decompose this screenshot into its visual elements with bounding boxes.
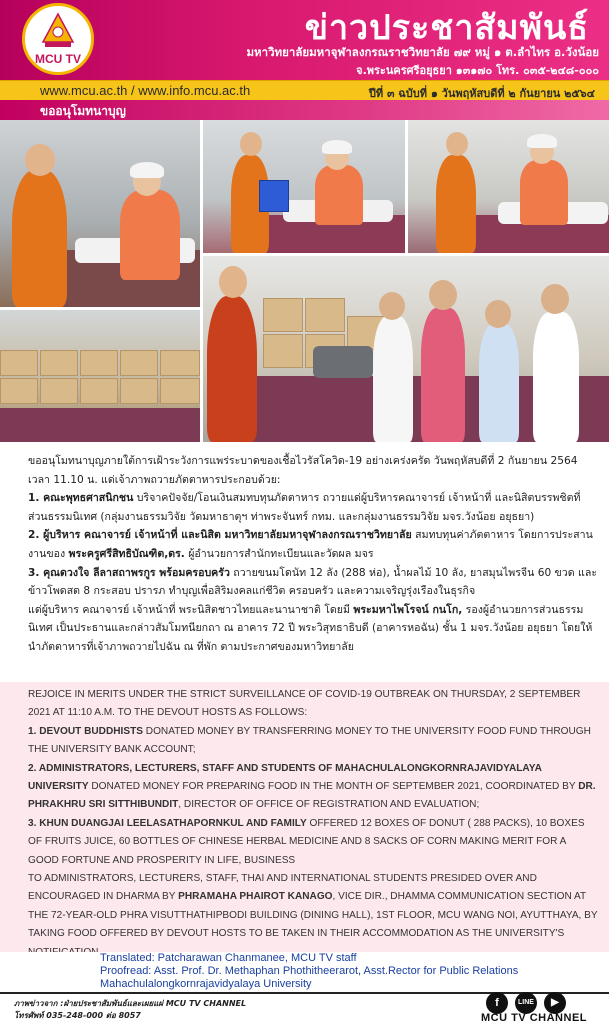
website-links[interactable]: www.mcu.ac.th / www.info.mcu.ac.th (40, 83, 251, 98)
photo-collage (0, 120, 609, 442)
footer-phone: โทรศัพท์ 035-248-000 ต่อ 8057 (14, 1011, 141, 1020)
youtube-icon[interactable]: ▶ (544, 992, 566, 1014)
footer-source (14, 998, 246, 1022)
english-item-1: 1. DEVOUT BUDDHISTS DONATED MONEY BY TRANSFERRING MONEY TO THE UNIVERSITY FOOD FUND THROUGH THE UNIVERSITY BANK ACCOUNT; (28, 725, 591, 756)
info-bar (0, 80, 609, 100)
english-item-2: 2. ADMINISTRATORS, LECTURERS, STAFF AND STUDENTS OF MAHACHULALONGKORNRAJAVIDYALAYA UNIVERSITY DONATED MONEY FOR PREPARING FOOD IN THE MONTH OF SEPTEMBER 2021, COORDINATED BY DR. PHRAKHRU SRI SITTHIBUNDIT, DIRECTOR OF OFFICE OF REGISTRATION AND EVALUATION; (28, 762, 596, 811)
logo-text: MCU TV (35, 52, 81, 66)
facebook-icon[interactable]: f (486, 992, 508, 1014)
photo-monk-with-volunteer (408, 120, 609, 253)
address-line-2: จ.พระนครศรีอยุธยา ๑๓๑๗๐ โทร. ๐๓๕-๒๔๘-๐๐๐ (356, 64, 599, 77)
english-item-3: 3. KHUN DUANGJAI LEELASATHAPORNKUL AND FAMILY OFFERED 12 BOXES OF DONUT ( 288 PACKS), 10 BOXES OF FRUITS JUICE, 60 BOTTLES OF CHINESE HERBAL MEDICINE AND 8 SACKS OF CORN MAKING MERIT FOR A GOOD FORTUNE AND PROSPERITY IN LIFE, BUSINESS (28, 817, 585, 866)
header (0, 0, 609, 80)
thai-item-3: 3. คุณดวงใจ ลีลาสถาพรกูร พร้อมครอบครัว ถวายขนมโดนัท 12 ลัง (288 ห่อ), น้ำผลไม้ 10 ลัง, ยาสมุนไพรจีน 60 ขวด และข้าวโพดสด 8 กระสอบ ปรารภ ทำบุญเพื่อสิริมงคลแก่ชีวิต ครอบครัว และความเจริญรุ่งเรืองในธุรกิจ (28, 566, 598, 598)
temple-emblem-icon (33, 12, 83, 52)
footer-source-text: ภาพข่าวจาก :ฝ่ายประชาสัมพันธ์และเผยแผ่ MCU TV CHANNEL (14, 999, 247, 1008)
english-article (0, 682, 609, 952)
section-title: ขออนุโมทนาบุญ (40, 104, 126, 118)
credit-translated: Translated: Patcharawan Chanmanee, MCU TV staff (100, 952, 357, 964)
english-closing: TO ADMINISTRATORS, LECTURERS, STAFF, THAI AND INTERNATIONAL STUDENTS PRESIDED OVER AND ENCOURAGED IN DHARMA BY PHRAMAHA PHAIROT KANAGO, VICE DIR., DHAMMA COMMUNICATION SECTION AT THE 72-YEAR-OLD PHRA VISUTTHATHIPBODI BUILDING (DINING HALL), 1ST FLOOR, MCU WANG NOI, AYUTTHAYA, BY TAKING FOOD OFFERED BY DEVOUT HOSTS TO BE TAKEN IN THEIR ACCOMMODATION AS THE UNIVERSITY'S (28, 873, 598, 940)
page-title: ข่าวประชาสัมพันธ์ (304, 8, 589, 48)
photo-donut-boxes (0, 310, 200, 442)
photo-offering-bag (203, 120, 405, 253)
address-line-1: มหาวิทยาลัยมหาจุฬาลงกรณราชวิทยาลัย ๗๙ หมู่ ๑ ต.ลำไทร อ.วังน้อย (246, 45, 599, 59)
thai-closing: แด่ผู้บริหาร คณาจารย์ เจ้าหน้าที่ พระนิสิตชาวไทยและนานาชาติ โดยมี พระมหาไพโรจน์ กนโก, รองผู้อำนวยการส่วนธรรมนิเทศ เป็นประธานและกล่าวสัมโมทนียกถา ณ อาคาร 72 ปี พระวิสุทธาธิบดี (อาคารหอฉัน) ชั้น 1 มจร.วังน้อย อยุธยา โดยให้นำภัตตาหารที่เจ้าภาพถวายไปฉัน ณ ที่พัก ตามประกาศของมหาวิทยาลัย (28, 603, 593, 653)
thai-intro: ขออนุโมทนาบุญภายใต้การเฝ้าระวังการแพร่ระบาดของเชื้อไวรัสโควิด-19 อย่างเคร่งครัด วันพฤหัสบดีที่ 2 กันยายน 2564 เวลา 11.10 น. แด่เจ้าภาพถวายภัตตาหารประกอบด้วย: (28, 455, 578, 486)
photo-donors-group (203, 256, 609, 442)
footer-brand: MCU TV CHANNEL (481, 1012, 587, 1024)
thai-item-2: 2. ผู้บริหาร คณาจารย์ เจ้าหน้าที่ และนิสิต มหาวิทยาลัยมหาจุฬาลงกรณราชวิทยาลัย สมทบทุนค่าภัตตาหาร โดยการประสานงานของ พระครูศรีสิทธิบัณฑิต,ดร. ผู้อำนวยการสำนักทะเบียนและวัดผล มจร (28, 529, 593, 560)
footer (0, 992, 609, 1024)
photo-monk-receiving-food (0, 120, 200, 307)
thai-article (0, 444, 609, 682)
credits (0, 952, 609, 992)
credit-university: Mahachulalongkornrajavidyalaya University (100, 978, 312, 990)
english-intro: REJOICE IN MERITS UNDER THE STRICT SURVEILLANCE OF COVID-19 OUTBREAK ON THURSDAY, 2 SEPTEMBER 2021 AT 11:10 A.M. TO THE DEVOUT HOSTS AS FOLLOWS: (28, 689, 581, 719)
credit-proofread: Proofread: Asst. Prof. Dr. Methaphan Phothitheerarot, Asst.Rector for Public Relations (100, 965, 519, 977)
mcu-tv-logo (22, 3, 94, 75)
line-icon[interactable]: LINE (515, 992, 537, 1014)
section-bar (0, 100, 609, 120)
issue-date: ปีที่ ๓ ฉบับที่ ๑ วันพฤหัสบดีที่ ๒ กันยายน ๒๕๖๔ (368, 87, 595, 100)
thai-item-1: 1. คณะพุทธศาสนิกชน บริจาคปัจจัย/โอนเงินสมทบทุนภัตตาหาร ถวายแด่ผู้บริหารคณาจารย์ เจ้าหน้าที่ และนิสิตบรรพชิตที่ส่วนธรรมนิเทศ (กลุ่มงานธรรมวิจัย วัดมหาธาตุฯ ท่าพระจันทร์ กทม. และกลุ่มงานธรรมวิจัย มจร.วังน้อย อยุธยา) (28, 492, 581, 523)
